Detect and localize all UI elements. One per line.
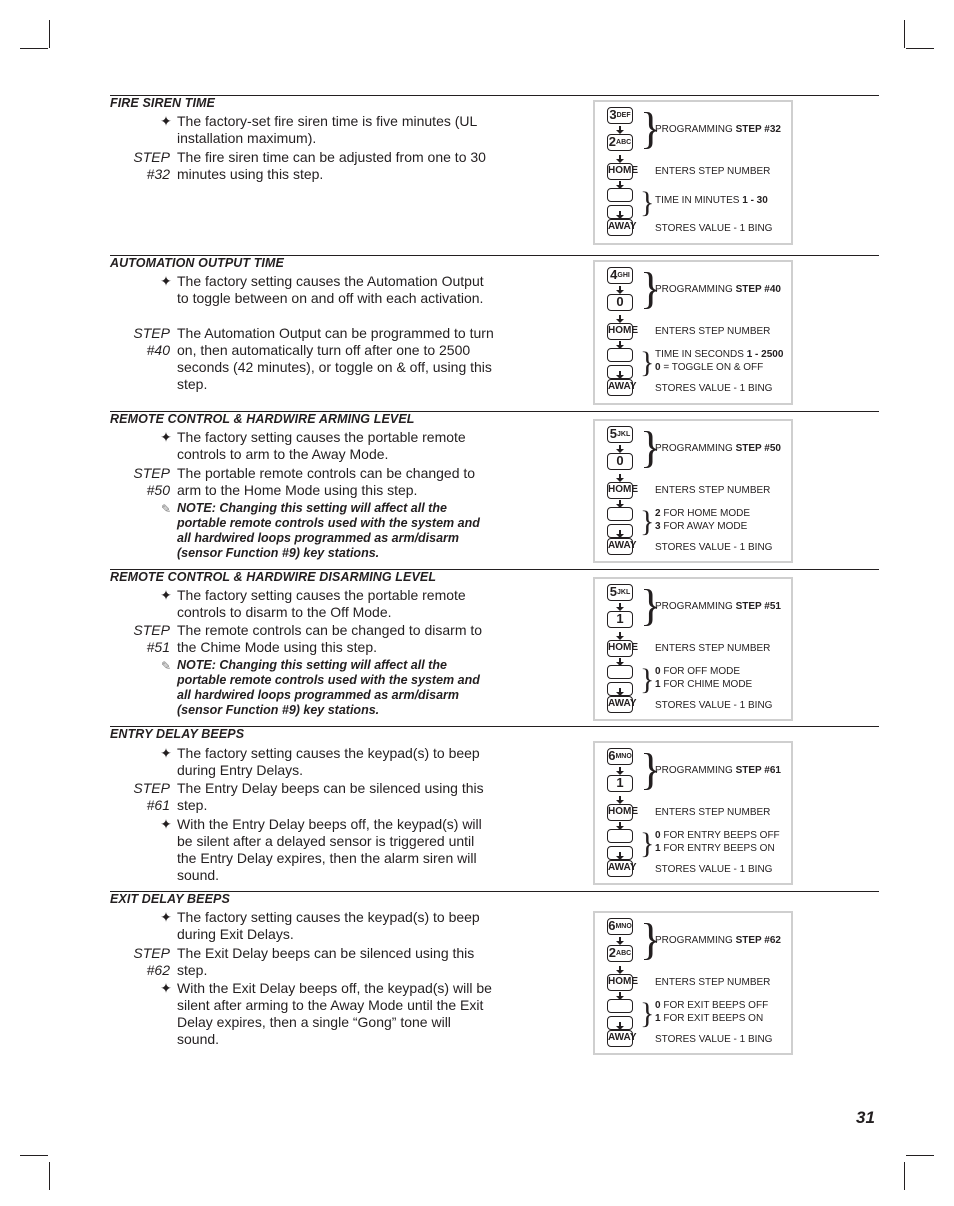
value-text: FOR AWAY MODE — [660, 521, 748, 532]
key-letters: GHI — [617, 272, 630, 279]
value-line-1 — [655, 665, 752, 678]
paragraph — [133, 325, 495, 393]
pencil-icon: ✎ — [160, 659, 172, 673]
stores-value-label: STORES VALUE - 1 BING — [655, 864, 773, 875]
paragraph-text: With the Entry Delay beeps off, the keypad(s) will be silent after a delayed sensor is triggered until the Entry Delay expires, then the alarm siren will sound. — [177, 816, 482, 883]
stores-value-label: STORES VALUE - 1 BING — [655, 700, 773, 711]
paragraph — [160, 113, 495, 147]
key-step-digit-2 — [607, 294, 633, 311]
crop-mark — [49, 1162, 50, 1190]
brace-icon: } — [640, 423, 662, 472]
value-text: FOR ENTRY BEEPS ON — [660, 843, 775, 854]
paragraph — [160, 980, 495, 1048]
section — [110, 570, 879, 717]
value-bold: 1 - 2500 — [746, 349, 784, 360]
key-step-digit-1 — [607, 748, 633, 765]
value-label — [655, 348, 783, 374]
arrow-down-icon — [616, 688, 624, 696]
bullet-star-icon: ✦ — [160, 429, 172, 445]
key-label: AWAY — [608, 540, 637, 551]
crop-mark — [906, 48, 934, 49]
step-number-text: STEP #61 — [735, 765, 781, 776]
brace-icon: } — [640, 581, 662, 630]
key-number: 0 — [616, 453, 624, 468]
step-label: STEP #61 — [133, 780, 170, 813]
keypad-diagram — [593, 419, 793, 563]
step-number-text: STEP #50 — [735, 443, 781, 454]
brace-icon: } — [640, 505, 655, 538]
step-label: STEP #62 — [133, 945, 170, 978]
key-label: HOME — [608, 976, 638, 987]
paragraph-text: The Automation Output can be programmed to turn on, then automatically turn off after one to 2500 seconds (42 minutes), or toggle on & off, using this step. — [177, 325, 494, 392]
arrow-down-icon — [616, 445, 624, 453]
key-letters: ABC — [616, 950, 632, 957]
key-number: 5 — [609, 426, 617, 441]
key-number: 5 — [609, 584, 617, 599]
arrow-down-icon — [616, 658, 624, 666]
value-text: FOR EXIT BEEPS ON — [660, 1013, 764, 1024]
enters-step-label: ENTERS STEP NUMBER — [655, 166, 771, 177]
arrow-down-icon — [616, 632, 624, 640]
brace-icon: } — [640, 915, 662, 964]
brace-icon: } — [640, 997, 655, 1030]
step-label: STEP #51 — [133, 622, 170, 655]
bullet-star-icon: ✦ — [160, 113, 172, 129]
value-text: FOR OFF MODE — [660, 666, 741, 677]
bullet-star-icon: ✦ — [160, 745, 172, 761]
programming-label — [655, 934, 781, 947]
crop-mark — [904, 1162, 905, 1190]
crop-mark — [49, 20, 50, 48]
arrow-down-icon — [616, 966, 624, 974]
key-label: HOME — [608, 642, 638, 653]
key-number: 3 — [609, 107, 617, 122]
value-line-2 — [655, 678, 752, 691]
step-number-text: STEP #40 — [735, 284, 781, 295]
key-label: HOME — [608, 806, 638, 817]
value-key-blank — [607, 348, 633, 362]
stores-value-label: STORES VALUE - 1 BING — [655, 1034, 773, 1045]
home-key — [607, 163, 638, 180]
page-number: 31 — [856, 1108, 875, 1127]
arrow-down-icon — [616, 315, 624, 323]
key-letters: MNO — [615, 923, 632, 930]
key-number: 4 — [610, 267, 618, 282]
key-number: 0 — [616, 294, 624, 309]
value-text: FOR ENTRY BEEPS OFF — [660, 830, 780, 841]
key-label: AWAY — [608, 698, 637, 709]
away-key — [607, 696, 637, 713]
enters-step-label: ENTERS STEP NUMBER — [655, 326, 771, 337]
programming-text: PROGRAMMING — [655, 765, 736, 776]
programming-label — [655, 442, 781, 455]
bullet-star-icon: ✦ — [160, 273, 172, 289]
enters-step-label: ENTERS STEP NUMBER — [655, 485, 771, 496]
stores-value-label: STORES VALUE - 1 BING — [655, 383, 773, 394]
paragraph-text: The remote controls can be changed to disarm to the Chime Mode using this step. — [177, 622, 483, 655]
arrow-down-icon — [616, 341, 624, 349]
bullet-star-icon: ✦ — [160, 587, 172, 603]
programming-text: PROGRAMMING — [655, 935, 736, 946]
step-number-text: STEP #32 — [735, 124, 781, 135]
brace-icon: } — [640, 663, 655, 696]
key-step-digit-2 — [607, 945, 633, 962]
paragraph-text: The factory-set fire siren time is five minutes (UL installation maximum). — [177, 113, 477, 146]
crop-mark — [20, 1155, 48, 1156]
value-bold: 0 — [655, 362, 661, 373]
value-line-2 — [655, 1012, 768, 1025]
programming-label — [655, 123, 781, 136]
paragraph — [160, 745, 495, 779]
paragraph — [133, 622, 495, 656]
paragraph — [133, 945, 495, 979]
value-bold: 2 — [655, 508, 661, 519]
value-bold: 1 - 30 — [742, 195, 768, 206]
key-letters: JKL — [617, 589, 631, 596]
keypad-diagram — [593, 911, 793, 1055]
paragraph — [133, 465, 495, 499]
key-letters: JKL — [617, 431, 631, 438]
keypad-diagram — [593, 100, 793, 245]
paragraph — [160, 429, 495, 463]
stores-value-label: STORES VALUE - 1 BING — [655, 542, 773, 553]
value-text: FOR CHIME MODE — [660, 679, 753, 690]
value-bold: 1 — [655, 679, 661, 690]
key-label: AWAY — [608, 381, 637, 392]
bullet-star-icon: ✦ — [160, 980, 172, 996]
key-label: HOME — [608, 165, 638, 176]
key-step-digit-1 — [607, 918, 633, 935]
arrow-down-icon — [616, 822, 624, 830]
arrow-down-icon — [616, 155, 624, 163]
section — [110, 727, 879, 883]
value-line-1 — [655, 507, 750, 520]
key-number: 1 — [616, 775, 624, 790]
programming-label — [655, 283, 781, 296]
section-title: AUTOMATION OUTPUT TIME — [110, 256, 284, 270]
paragraph — [160, 909, 495, 943]
value-bold: 0 — [655, 1000, 661, 1011]
key-number: 2 — [608, 945, 617, 960]
enters-step-label: ENTERS STEP NUMBER — [655, 643, 771, 654]
programming-label — [655, 764, 781, 777]
value-text: = TOGGLE ON & OFF — [660, 362, 764, 373]
key-step-digit-1 — [607, 267, 633, 284]
brace-icon: } — [640, 186, 655, 219]
arrow-down-icon — [616, 992, 624, 1000]
keypad-diagram — [593, 577, 793, 721]
step-number-text: STEP #62 — [735, 935, 781, 946]
arrow-down-icon — [616, 474, 624, 482]
home-key — [607, 323, 638, 340]
section — [110, 96, 879, 234]
paragraph-text: The factory setting causes the portable remote controls to disarm to the Off Mode. — [177, 587, 466, 620]
away-key — [607, 1030, 637, 1047]
brace-icon: } — [640, 827, 655, 860]
value-key-blank — [607, 829, 633, 843]
note-paragraph — [160, 658, 495, 718]
value-text: FOR HOME MODE — [660, 508, 751, 519]
key-step-digit-2 — [607, 611, 633, 628]
key-label: HOME — [608, 325, 638, 336]
value-key-blank — [607, 999, 633, 1013]
paragraph-text: The Entry Delay beeps can be silenced using this step. — [177, 780, 484, 813]
key-number: 6 — [608, 748, 616, 763]
paragraph-text: The fire siren time can be adjusted from one to 30 minutes using this step. — [177, 149, 486, 182]
arrow-down-icon — [616, 937, 624, 945]
value-text: TIME IN MINUTES — [655, 195, 743, 206]
value-text: FOR EXIT BEEPS OFF — [660, 1000, 769, 1011]
section — [110, 892, 879, 1047]
paragraph-text: The factory setting causes the keypad(s) to beep during Exit Delays. — [177, 909, 480, 942]
home-key — [607, 640, 638, 657]
key-letters: DEF — [616, 112, 631, 119]
arrow-down-icon — [616, 181, 624, 189]
paragraph — [160, 816, 495, 884]
away-key — [607, 379, 637, 396]
value-label — [655, 999, 768, 1025]
value-line-1 — [655, 194, 768, 207]
value-bold: 0 — [655, 830, 661, 841]
arrow-down-icon — [616, 286, 624, 294]
section-title: ENTRY DELAY BEEPS — [110, 727, 245, 741]
value-text: TIME IN SECONDS — [655, 349, 747, 360]
note-text: NOTE: Changing this setting will affect all the portable remote controls used with the system and all hardwired loops programmed as arm/disarm (sensor Function #9) key stations. — [177, 501, 480, 560]
value-label — [655, 507, 750, 533]
arrow-down-icon — [616, 126, 624, 134]
key-number: 2 — [608, 134, 617, 149]
section-title: EXIT DELAY BEEPS — [110, 892, 230, 906]
key-step-digit-2 — [607, 775, 633, 792]
bullet-star-icon: ✦ — [160, 909, 172, 925]
value-key-blank — [607, 665, 633, 679]
note-paragraph — [160, 501, 495, 561]
brace-icon: } — [640, 264, 662, 313]
key-letters: ABC — [616, 139, 632, 146]
key-number: 6 — [608, 918, 616, 933]
paragraph-text: The factory setting causes the keypad(s) to beep during Entry Delays. — [177, 745, 480, 778]
arrow-down-icon — [616, 603, 624, 611]
brace-icon: } — [640, 104, 662, 153]
paragraph-text: The factory setting causes the Automation Output to toggle between on and off with each activation. — [177, 273, 484, 306]
section — [110, 256, 879, 394]
key-number: 1 — [616, 611, 624, 626]
value-bold: 1 — [655, 843, 661, 854]
crop-mark — [20, 48, 48, 49]
crop-mark — [904, 20, 905, 48]
paragraph-text: With the Exit Delay beeps off, the keypad(s) will be silent after arming to the Away Mode until the Exit Delay expires, then a single “Gong” tone will sound. — [177, 980, 492, 1047]
paragraph — [160, 587, 495, 621]
key-step-digit-1 — [607, 426, 633, 443]
crop-mark — [906, 1155, 934, 1156]
value-label — [655, 829, 780, 855]
programming-label — [655, 600, 781, 613]
key-label: HOME — [608, 484, 638, 495]
paragraph — [133, 780, 495, 814]
enters-step-label: ENTERS STEP NUMBER — [655, 807, 771, 818]
key-step-digit-1 — [607, 107, 633, 124]
home-key — [607, 974, 638, 991]
arrow-down-icon — [616, 1022, 624, 1030]
stores-value-label: STORES VALUE - 1 BING — [655, 223, 773, 234]
arrow-down-icon — [616, 500, 624, 508]
paragraph-text: The factory setting causes the portable remote controls to arm to the Away Mode. — [177, 429, 466, 462]
value-key-blank — [607, 188, 633, 202]
value-key-blank — [607, 507, 633, 521]
step-number-text: STEP #51 — [735, 601, 781, 612]
keypad-diagram — [593, 741, 793, 885]
programming-text: PROGRAMMING — [655, 443, 736, 454]
paragraph-text: The portable remote controls can be changed to arm to the Home Mode using this step. — [177, 465, 476, 498]
value-line-2 — [655, 361, 783, 374]
step-label: STEP #40 — [133, 325, 170, 358]
value-line-1 — [655, 348, 783, 361]
key-letters: MNO — [615, 753, 632, 760]
key-step-digit-2 — [607, 453, 633, 470]
section-title: FIRE SIREN TIME — [110, 96, 215, 110]
value-label — [655, 194, 768, 207]
bullet-star-icon: ✦ — [160, 816, 172, 832]
paragraph-text: The Exit Delay beeps can be silenced using this step. — [177, 945, 475, 978]
key-label: AWAY — [608, 221, 637, 232]
away-key — [607, 219, 637, 236]
value-line-2 — [655, 842, 780, 855]
note-text: NOTE: Changing this setting will affect all the portable remote controls used with the system and all hardwired loops programmed as arm/disarm (sensor Function #9) key stations. — [177, 658, 480, 717]
value-bold: 1 — [655, 1013, 661, 1024]
arrow-down-icon — [616, 371, 624, 379]
paragraph — [133, 149, 495, 183]
step-label: STEP #50 — [133, 465, 170, 498]
arrow-down-icon — [616, 530, 624, 538]
home-key — [607, 804, 638, 821]
value-line-1 — [655, 999, 768, 1012]
value-bold: 0 — [655, 666, 661, 677]
step-label: STEP #32 — [133, 149, 170, 182]
key-label: AWAY — [608, 862, 637, 873]
arrow-down-icon — [616, 211, 624, 219]
brace-icon: } — [640, 745, 662, 794]
value-label — [655, 665, 752, 691]
key-step-digit-1 — [607, 584, 633, 601]
home-key — [607, 482, 638, 499]
brace-icon: } — [640, 346, 655, 379]
arrow-down-icon — [616, 796, 624, 804]
section-title: REMOTE CONTROL & HARDWIRE ARMING LEVEL — [110, 412, 415, 426]
arrow-down-icon — [616, 767, 624, 775]
programming-text: PROGRAMMING — [655, 124, 736, 135]
value-line-1 — [655, 829, 780, 842]
programming-text: PROGRAMMING — [655, 284, 736, 295]
programming-text: PROGRAMMING — [655, 601, 736, 612]
away-key — [607, 538, 637, 555]
pencil-icon: ✎ — [160, 502, 172, 516]
keypad-diagram — [593, 260, 793, 405]
arrow-down-icon — [616, 852, 624, 860]
section — [110, 412, 879, 560]
value-bold: 3 — [655, 521, 661, 532]
key-label: AWAY — [608, 1032, 637, 1043]
value-line-2 — [655, 520, 750, 533]
key-step-digit-2 — [607, 134, 633, 151]
section-title: REMOTE CONTROL & HARDWIRE DISARMING LEVEL — [110, 570, 437, 584]
paragraph — [160, 273, 495, 307]
enters-step-label: ENTERS STEP NUMBER — [655, 977, 771, 988]
away-key — [607, 860, 637, 877]
